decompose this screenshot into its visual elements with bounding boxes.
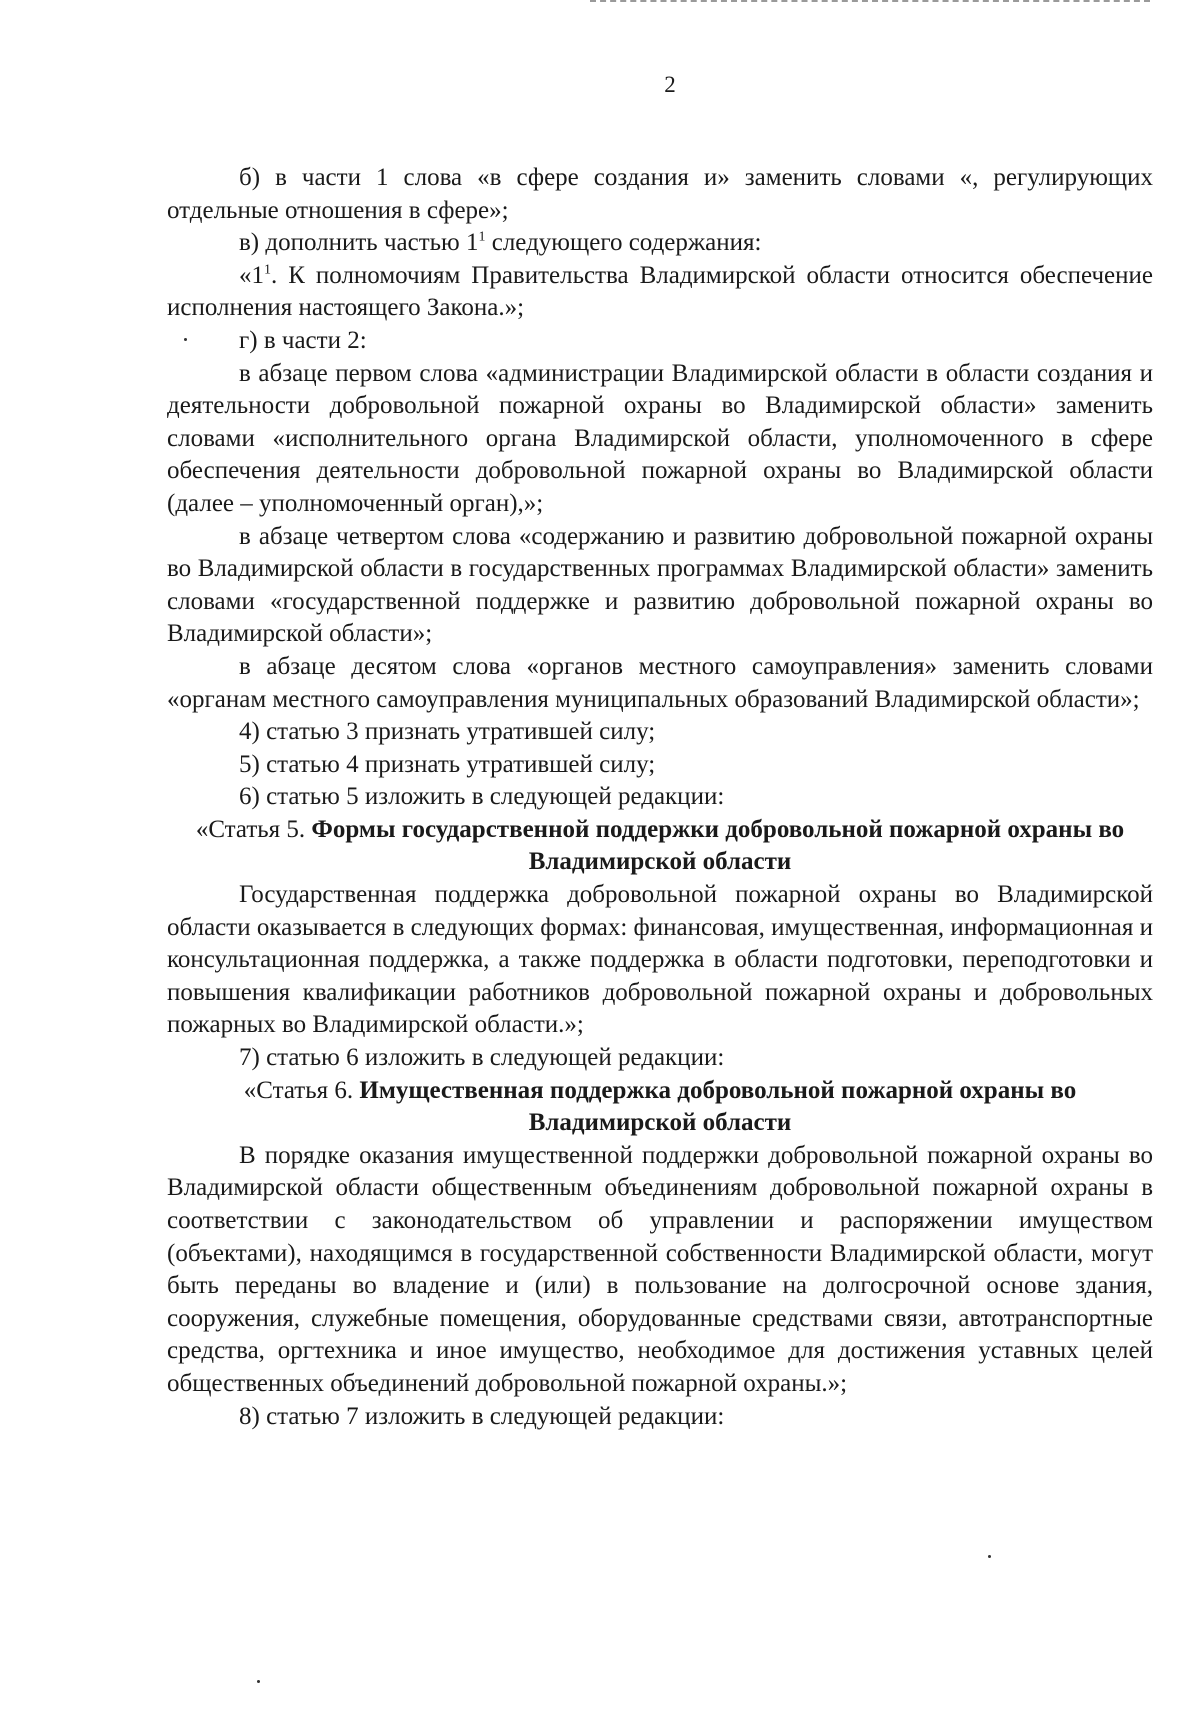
- item-8: 8) статью 7 изложить в следующей редакции:: [239, 1402, 725, 1430]
- item-4: 4) статью 3 признать утратившей силу;: [239, 718, 656, 746]
- superscript: 1: [478, 229, 486, 245]
- paragraph-abzats-4: в абзаце четвертом слова «содержанию и развитию добровольной пожарной охраны во Владимирской области в государственных программах Владимирской области» заменить словами «государственной поддержке и развитию добровольной пожарной охраны во Владимирской области»;: [167, 522, 1153, 648]
- quoted-part-text: . К полномочиям Правительства Владимирской области относится обеспечение исполнения настоящего Закона.»;: [167, 261, 1153, 322]
- quoted-part-1-1: [167, 260, 1153, 325]
- paragraph-v-text: в) дополнить частью 1: [239, 229, 479, 257]
- scan-edge-line: [590, 0, 1150, 2]
- item-5: 5) статью 4 признать утратившей силу;: [239, 750, 656, 778]
- scan-speck: [988, 1555, 991, 1558]
- item-6: 6) статью 5 изложить в следующей редакции:: [239, 783, 725, 811]
- paragraph-abzats-1: в абзаце первом слова «администрации Владимирской области в области создания и деятельности добровольной пожарной охраны во Владимирской области» заменить словами «исполнительного органа Владимирской области, уполномоченного в сфере обеспечения деятельности добровольной пожарной охраны во Владимирской области (далее – уполномоченный орган),»;: [167, 359, 1153, 517]
- paragraph-abzats-10: в абзаце десятом слова «органов местного самоуправления» заменить словами «органам местного самоуправления муниципальных образований Владимирской области»;: [167, 652, 1153, 713]
- article-6-body: В порядке оказания имущественной поддержки добровольной пожарной охраны во Владимирской области общественным объединениям добровольной пожарной охраны в соответствии с законодательством об управлении и распоряжении имуществом (объектами), находящимся в государственной собственности Владимирской области, могут быть переданы во владение и (или) в пользование на долгосрочной основе здания, сооружения, служебные помещения, оборудованные средствами связи, автотранспортные средства, оргтехника и иное имущество, необходимое для достижения уставных целей общественных объединений добровольной пожарной охраны.»;: [167, 1141, 1153, 1397]
- paragraph-b: б) в части 1 слова «в сфере создания и» заменить словами «, регулирующих отдельные отношения в сфере»;: [167, 164, 1153, 224]
- article-5-title: Формы государственной поддержки добровольной пожарной охраны во Владимирской области: [311, 815, 1125, 876]
- article-6-lead: «Статья 6.: [243, 1076, 354, 1104]
- page-number: 2: [664, 72, 676, 97]
- item-7: 7) статью 6 изложить в следующей редакции:: [239, 1044, 725, 1072]
- paragraph-v-text-end: следующего содержания:: [485, 229, 762, 257]
- article-6-title: Имущественная поддержка добровольной пожарной охраны во Владимирской области: [359, 1076, 1077, 1137]
- superscript: 1: [264, 262, 271, 278]
- scan-speck: [257, 1680, 260, 1683]
- paragraph-v: [167, 227, 1153, 260]
- article-5-lead: «Статья 5.: [195, 815, 306, 843]
- article-5-heading: [167, 814, 1153, 879]
- document-body: [167, 162, 1153, 1433]
- article-6-heading: [167, 1075, 1153, 1140]
- scan-speck: [184, 338, 187, 341]
- article-5-body: Государственная поддержка добровольной пожарной охраны во Владимирской области оказывается в следующих формах: финансовая, имущественная, информационная и консультационная поддержка, а также поддержка в области подготовки, переподготовки и повышения квалификации работников добровольной пожарной охраны и добровольных пожарных во Владимирской области.»;: [167, 881, 1153, 1039]
- quoted-part-start: «1: [239, 261, 264, 289]
- paragraph-g: г) в части 2:: [239, 326, 367, 354]
